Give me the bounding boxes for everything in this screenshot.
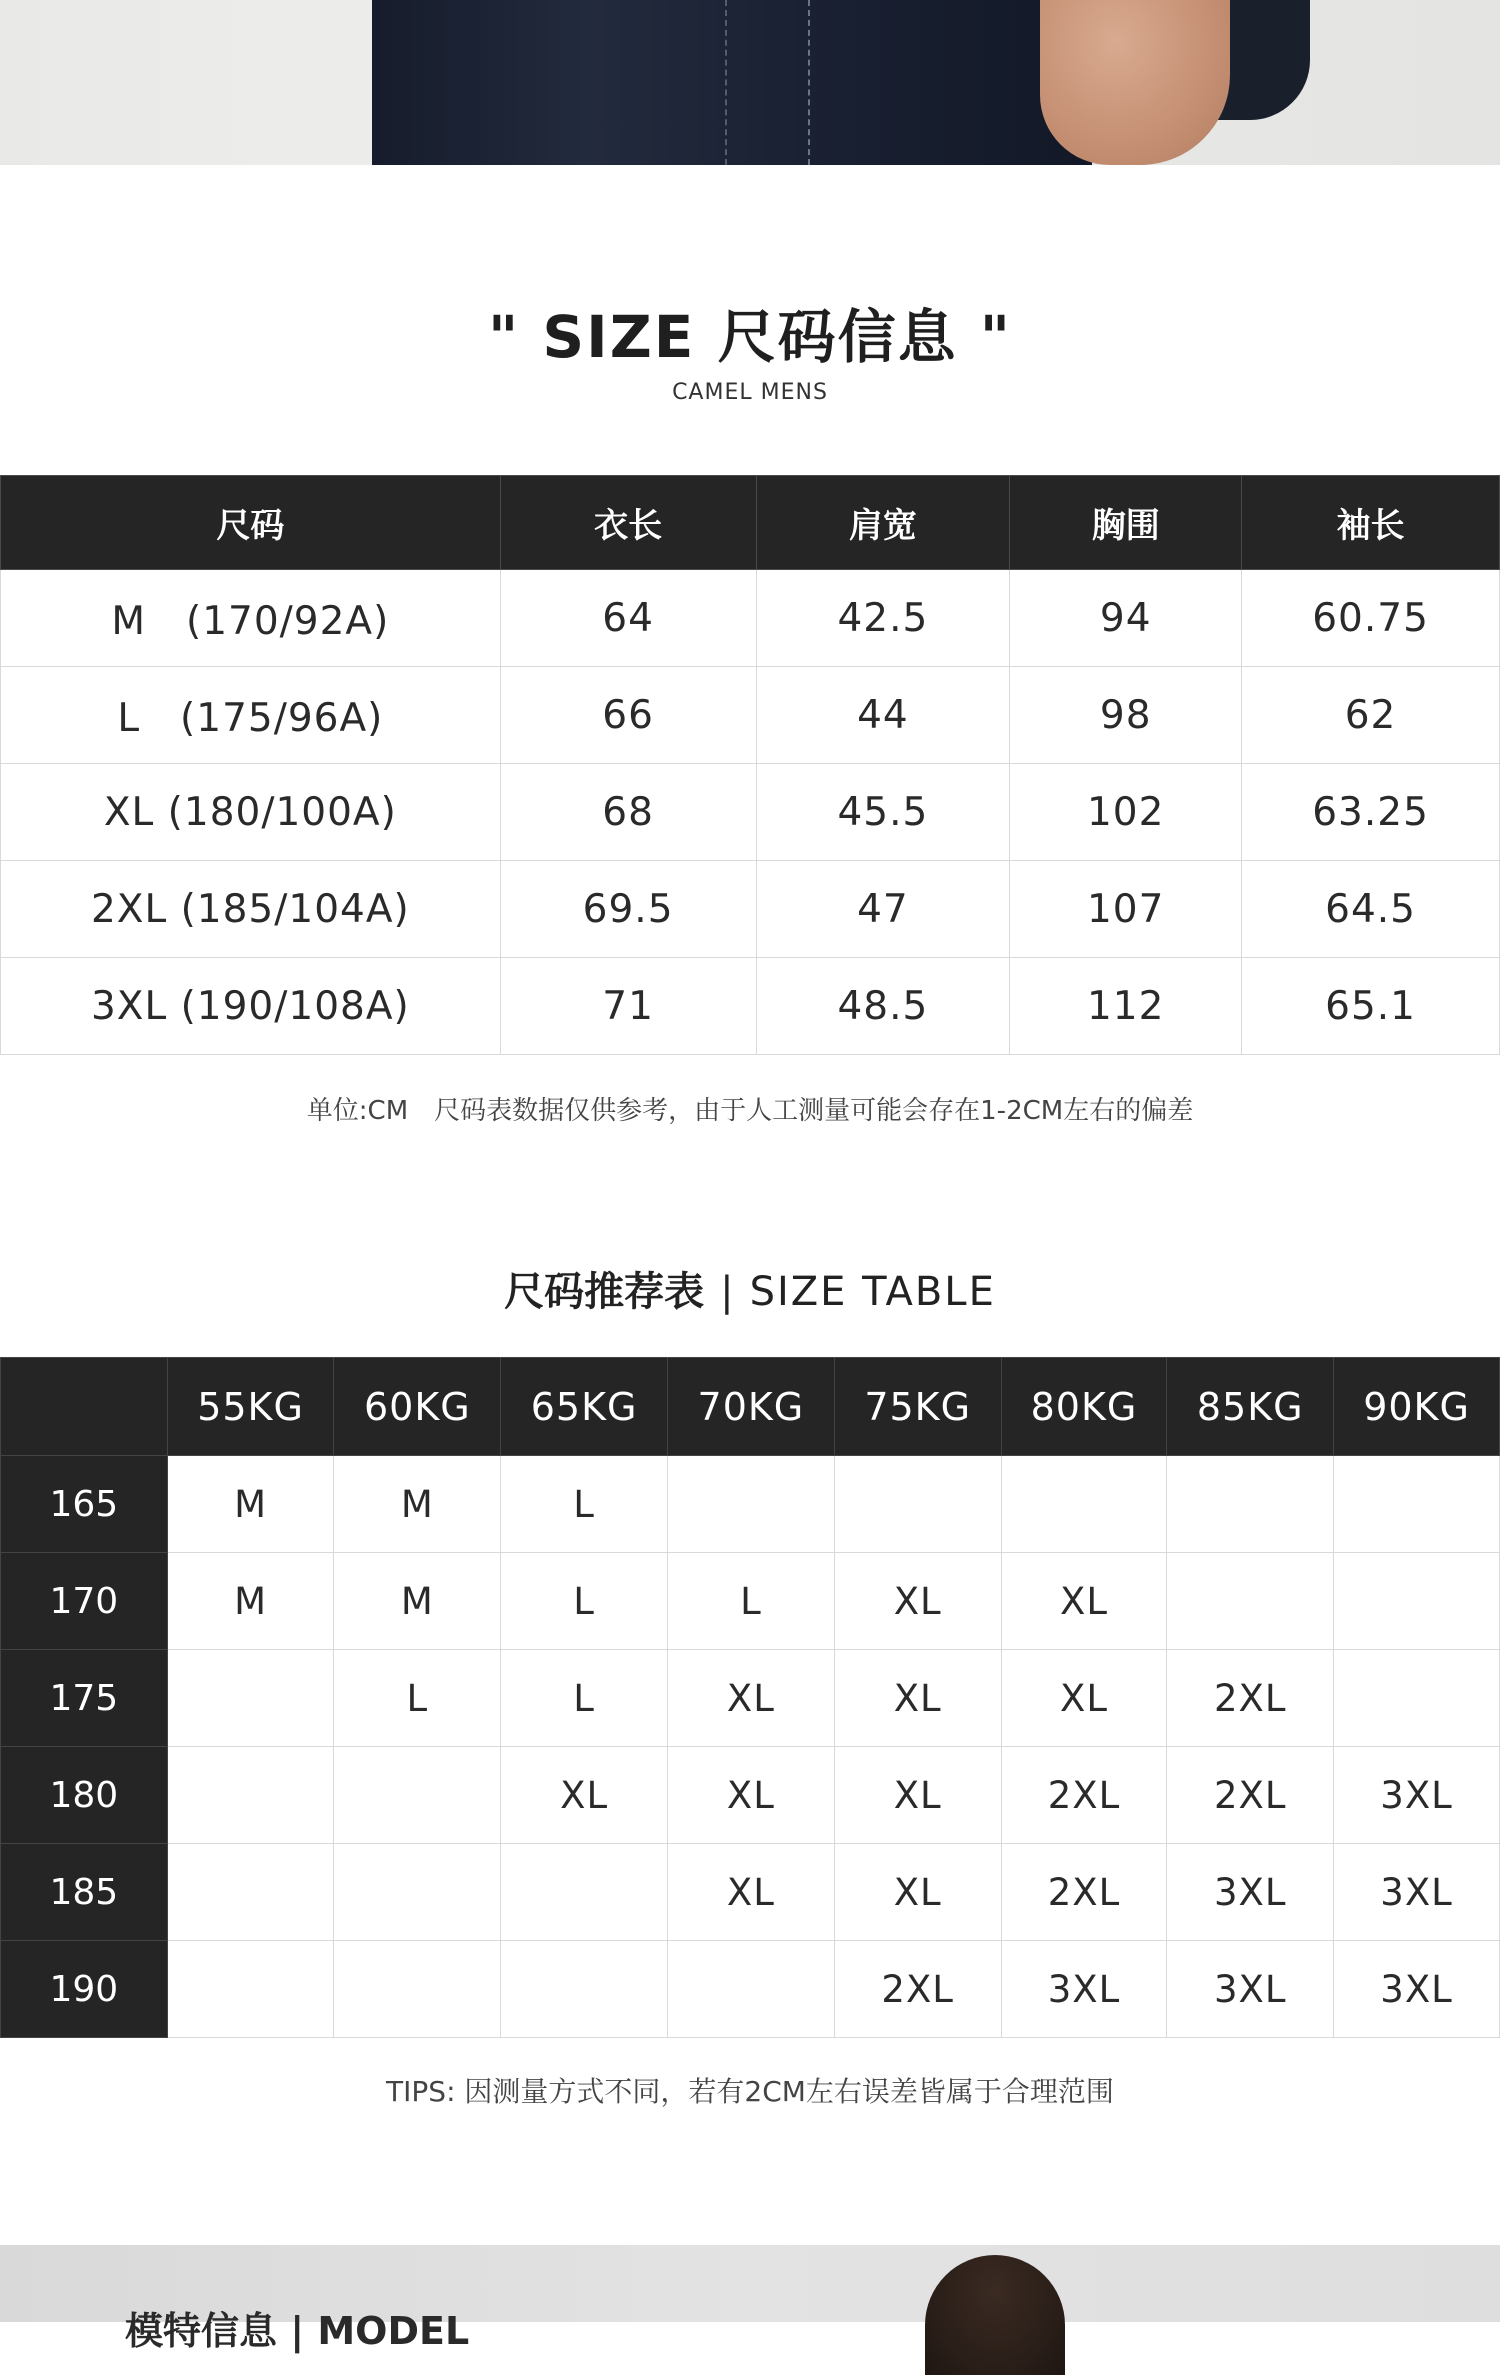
size-cell: XL — [1001, 1650, 1167, 1747]
column-header-sleeve: 袖长 — [1242, 476, 1500, 570]
recommend-title-separator: | — [720, 1269, 734, 1315]
table-cell: 102 — [1010, 764, 1242, 861]
table-row — [1, 764, 1500, 861]
model-head-image — [925, 2255, 1065, 2375]
size-cell: XL — [668, 1844, 835, 1941]
column-header-shoulder: 肩宽 — [756, 476, 1010, 570]
size-cell: L — [501, 1456, 668, 1553]
table-cell: 62 — [1242, 667, 1500, 764]
height-header: 170 — [1, 1553, 168, 1650]
page-subtitle: CAMEL MENS — [672, 380, 828, 405]
weight-header: 85KG — [1167, 1358, 1334, 1456]
table-cell: 107 — [1010, 861, 1242, 958]
table-cell: 98 — [1010, 667, 1242, 764]
size-cell: M — [334, 1456, 501, 1553]
table-row — [1, 667, 1500, 764]
size-cell: 2XL — [1167, 1650, 1334, 1747]
model-info-label: 模特信息 | MODEL — [125, 2309, 470, 2353]
table-cell: 3XL (190/108A) — [1, 958, 501, 1055]
table-cell: 2XL (185/104A) — [1, 861, 501, 958]
size-cell — [1334, 1456, 1500, 1553]
weight-header: 90KG — [1334, 1358, 1500, 1456]
size-cell: L — [501, 1553, 668, 1650]
table-row — [1, 1941, 1500, 2038]
table-row — [1, 570, 1500, 667]
size-cell — [167, 1650, 334, 1747]
table-cell: 47 — [756, 861, 1010, 958]
table-cell: 42.5 — [756, 570, 1010, 667]
weight-header: 60KG — [334, 1358, 501, 1456]
size-cell: 3XL — [1334, 1941, 1500, 2038]
size-cell — [167, 1941, 334, 2038]
size-cell — [334, 1844, 501, 1941]
size-cell: XL — [668, 1650, 835, 1747]
model-photo-bottom — [0, 2245, 1500, 2353]
size-cell: M — [167, 1553, 334, 1650]
table-cell: 60.75 — [1242, 570, 1500, 667]
table-cell: XL (180/100A) — [1, 764, 501, 861]
corner-cell — [1, 1358, 168, 1456]
height-header: 190 — [1, 1941, 168, 2038]
table-row — [1, 958, 1500, 1055]
size-cell — [1167, 1456, 1334, 1553]
height-header: 180 — [1, 1747, 168, 1844]
jeans-seam-left — [725, 0, 730, 165]
table-row — [1, 1844, 1500, 1941]
column-header-size: 尺码 — [1, 476, 501, 570]
size-cell: L — [334, 1650, 501, 1747]
table-cell: 112 — [1010, 958, 1242, 1055]
size-cell: XL — [834, 1650, 1001, 1747]
product-photo-top — [0, 0, 1500, 165]
jeans-seam-right — [808, 0, 813, 165]
size-cell — [334, 1747, 501, 1844]
size-info-table — [0, 475, 1500, 1055]
size-cell: XL — [1001, 1553, 1167, 1650]
table-row — [1, 1553, 1500, 1650]
table-cell: 45.5 — [756, 764, 1010, 861]
size-cell: 2XL — [1001, 1844, 1167, 1941]
table-row — [1, 1456, 1500, 1553]
size-info-header-row — [1, 476, 1500, 570]
height-header: 175 — [1, 1650, 168, 1747]
size-cell: XL — [834, 1553, 1001, 1650]
size-cell — [668, 1456, 835, 1553]
recommend-header-row — [1, 1358, 1500, 1456]
height-header: 185 — [1, 1844, 168, 1941]
table-cell: 63.25 — [1242, 764, 1500, 861]
size-cell: M — [167, 1456, 334, 1553]
size-cell — [834, 1456, 1001, 1553]
size-cell: L — [501, 1650, 668, 1747]
jeans-image — [372, 0, 1092, 165]
size-cell: 3XL — [1001, 1941, 1167, 2038]
size-cell: 3XL — [1167, 1844, 1334, 1941]
weight-header: 55KG — [167, 1358, 334, 1456]
table-cell: 44 — [756, 667, 1010, 764]
tips-note: TIPS: 因测量方式不同，若有2CM左右误差皆属于合理范围 — [386, 2075, 1114, 2108]
size-cell: 3XL — [1334, 1747, 1500, 1844]
table-row — [1, 861, 1500, 958]
size-cell: XL — [501, 1747, 668, 1844]
size-cell: XL — [834, 1844, 1001, 1941]
size-cell: 2XL — [834, 1941, 1001, 2038]
table-cell: M (170/92A) — [1, 570, 501, 667]
recommend-title-cn: 尺码推荐表 — [504, 1269, 705, 1315]
table-cell: 94 — [1010, 570, 1242, 667]
size-cell — [167, 1747, 334, 1844]
size-cell — [1334, 1553, 1500, 1650]
size-cell — [501, 1844, 668, 1941]
size-cell — [334, 1941, 501, 2038]
table-cell: 64 — [500, 570, 756, 667]
table-cell: 71 — [500, 958, 756, 1055]
column-header-length: 衣长 — [500, 476, 756, 570]
size-cell: 3XL — [1334, 1844, 1500, 1941]
page-title: " SIZE 尺码信息 " — [487, 303, 1013, 371]
size-cell: XL — [834, 1747, 1001, 1844]
table-cell: L (175/96A) — [1, 667, 501, 764]
table-row — [1, 1747, 1500, 1844]
table-cell: 64.5 — [1242, 861, 1500, 958]
size-recommend-table — [0, 1357, 1500, 2038]
size-cell — [668, 1941, 835, 2038]
weight-header: 75KG — [834, 1358, 1001, 1456]
recommend-title-en: SIZE TABLE — [749, 1269, 996, 1315]
column-header-chest: 胸围 — [1010, 476, 1242, 570]
size-cell — [1334, 1650, 1500, 1747]
size-cell: 3XL — [1167, 1941, 1334, 2038]
size-info-note: 单位:CM 尺码表数据仅供参考，由于人工测量可能会存在1-2CM左右的偏差 — [306, 1096, 1194, 1126]
table-row — [1, 1650, 1500, 1747]
size-cell — [1167, 1553, 1334, 1650]
size-cell: 2XL — [1001, 1747, 1167, 1844]
recommend-title — [0, 1260, 1500, 1317]
hand-image — [1040, 0, 1230, 165]
size-cell: M — [334, 1553, 501, 1650]
size-cell — [501, 1941, 668, 2038]
size-cell: XL — [668, 1747, 835, 1844]
size-cell — [167, 1844, 334, 1941]
table-cell: 69.5 — [500, 861, 756, 958]
weight-header: 80KG — [1001, 1358, 1167, 1456]
size-cell: L — [668, 1553, 835, 1650]
height-header: 165 — [1, 1456, 168, 1553]
weight-header: 70KG — [668, 1358, 835, 1456]
table-cell: 66 — [500, 667, 756, 764]
table-cell: 65.1 — [1242, 958, 1500, 1055]
table-cell: 68 — [500, 764, 756, 861]
size-cell: 2XL — [1167, 1747, 1334, 1844]
size-cell — [1001, 1456, 1167, 1553]
table-cell: 48.5 — [756, 958, 1010, 1055]
weight-header: 65KG — [501, 1358, 668, 1456]
